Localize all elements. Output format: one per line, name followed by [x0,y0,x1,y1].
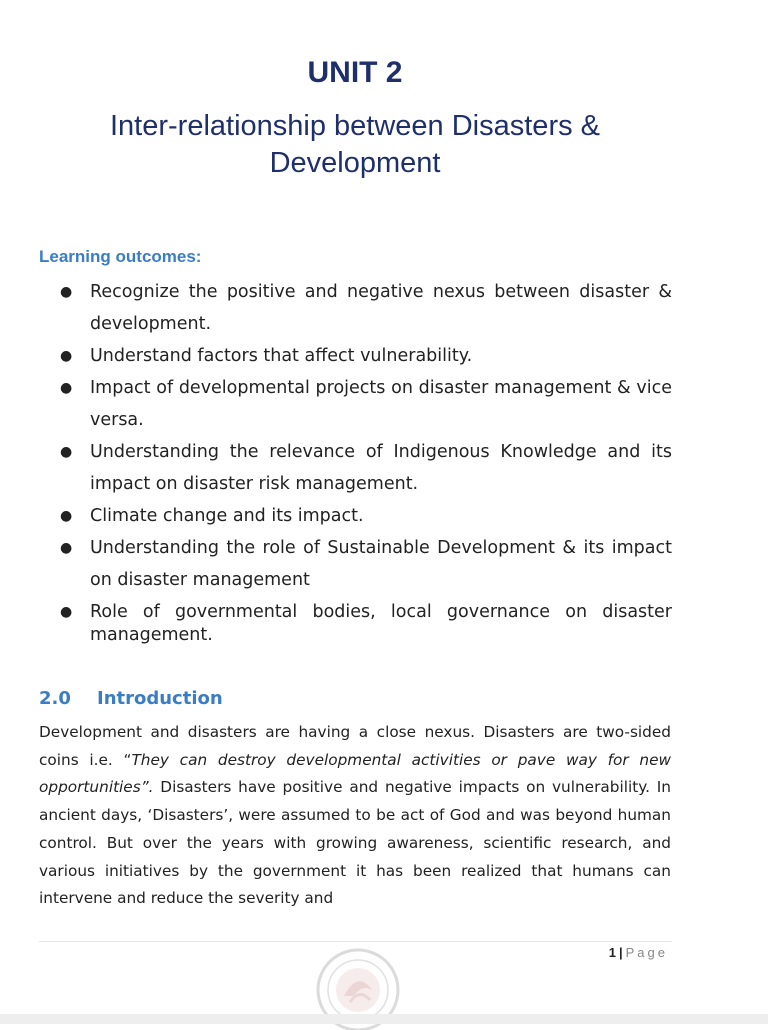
page-number-footer [609,945,668,960]
bullet-icon: ● [60,444,73,460]
unit-subtitle [50,108,660,182]
learning-outcomes-heading: Learning outcomes: [39,247,202,266]
section-heading-introduction [39,688,223,709]
unit-title: UNIT 2 [307,56,403,89]
list-item: ● Recognize the positive and negative nexus between disaster & development. [60,276,672,340]
subtitle-line-1: Inter-relationship between Disasters & [109,110,600,142]
bullet-icon: ● [60,348,73,364]
bottom-scroll-bar [0,1014,768,1024]
quote-text: They can destroy developmental activities or pave way for new opportunities”. [39,750,671,797]
page-label: Page [625,945,668,960]
bullet-icon: ● [60,604,73,620]
bullet-icon: ● [60,284,73,300]
section-title: Introduction [97,688,223,709]
bullet-icon: ● [60,508,73,524]
list-item: ● Understanding the relevance of Indigenous Knowledge and its impact on disaster risk management. [60,436,672,500]
bullet-icon: ● [60,380,73,396]
page-number: 1 [608,945,616,960]
list-item: ● Understand factors that affect vulnerability. [60,340,672,372]
introduction-paragraph: Development and disasters are having a close nexus. Disasters are two-sided coins i.e. “They can destroy developmental activities or pave way for new opportunities”. Disasters have positive and negative impacts on vulnerability. In ancient days, ‘Disasters’, were assumed to be act of God and was beyond human control. But over the years with growing awareness, scientific research, and various initiatives by the government it has been realized that humans can intervene and reduce the severity and [39,723,671,908]
subtitle-line-2: Development [269,147,441,179]
learning-outcomes-list [60,276,672,647]
list-item: ● Understanding the role of Sustainable Development & its impact on disaster management [60,532,672,596]
bullet-icon: ● [60,540,73,556]
page-separator: | [618,945,623,960]
list-item: ● Climate change and its impact. [60,500,672,532]
list-item: ● Impact of developmental projects on disaster management & vice versa. [60,372,672,436]
list-item: ● Role of governmental bodies, local governance on disaster management. [60,602,672,645]
section-number: 2.0 [39,688,71,709]
